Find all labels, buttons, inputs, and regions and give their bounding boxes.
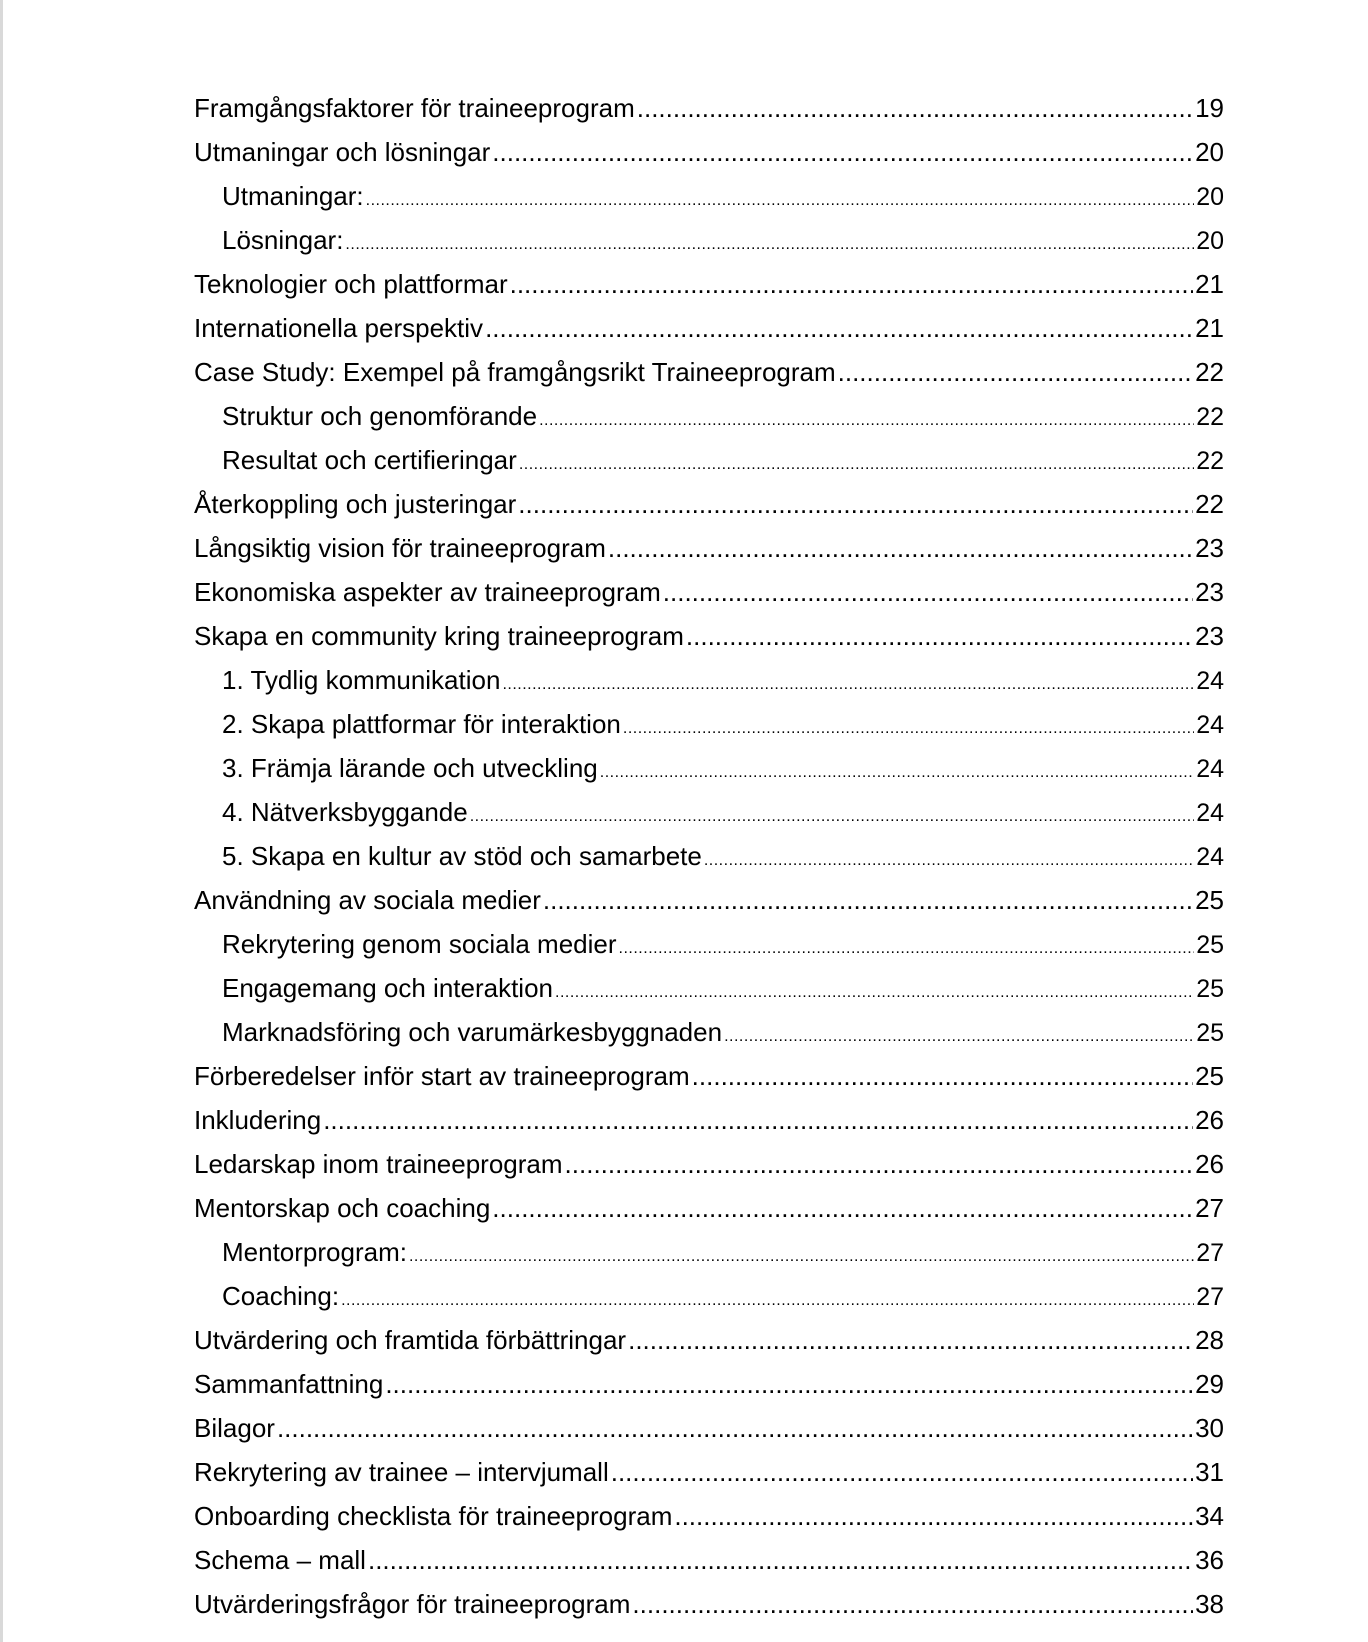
toc-subentry[interactable] bbox=[194, 174, 1224, 218]
toc-dot-leader bbox=[385, 1362, 1193, 1406]
toc-entry-title[interactable]: Utvärdering och framtida förbättringar bbox=[194, 1325, 627, 1355]
toc-dot-leader bbox=[628, 1318, 1193, 1362]
toc-page-number[interactable]: 27 bbox=[1195, 1193, 1224, 1223]
toc-page-number[interactable]: 25 bbox=[1196, 975, 1224, 1003]
toc-page-number[interactable]: 24 bbox=[1196, 799, 1224, 827]
toc-page-number[interactable]: 27 bbox=[1196, 1283, 1224, 1311]
toc-page-number[interactable]: 22 bbox=[1195, 489, 1224, 519]
toc-entry-title[interactable]: Bilagor bbox=[194, 1413, 275, 1443]
toc-page-number[interactable]: 27 bbox=[1196, 1239, 1224, 1267]
toc-entry-title[interactable]: Engagemang och interaktion bbox=[222, 973, 554, 1003]
toc-page-number[interactable]: 24 bbox=[1196, 755, 1224, 783]
toc-entry[interactable] bbox=[194, 130, 1224, 174]
toc-dot-leader bbox=[277, 1406, 1193, 1450]
toc-subentry[interactable] bbox=[194, 394, 1224, 438]
toc-page-number[interactable]: 25 bbox=[1195, 1061, 1224, 1091]
toc-dot-leader bbox=[674, 1494, 1193, 1538]
toc-entry[interactable] bbox=[194, 1098, 1224, 1142]
toc-entry-title[interactable]: Ledarskap inom traineeprogram bbox=[194, 1149, 563, 1179]
toc-page-number[interactable]: 23 bbox=[1195, 621, 1224, 651]
toc-subentry[interactable] bbox=[194, 922, 1224, 966]
toc-entry-title[interactable]: Teknologier och plattformar bbox=[194, 269, 508, 299]
toc-dot-leader bbox=[539, 399, 1194, 443]
toc-entry-title[interactable]: 2. Skapa plattformar för interaktion bbox=[222, 709, 621, 739]
toc-page-number[interactable]: 22 bbox=[1196, 447, 1224, 475]
toc-entry[interactable] bbox=[194, 1318, 1224, 1362]
toc-entry-title[interactable]: Rekrytering av trainee – intervjumall bbox=[194, 1457, 609, 1487]
toc-page-number[interactable]: 26 bbox=[1195, 1105, 1224, 1135]
table-of-contents bbox=[194, 86, 1224, 1626]
toc-dot-leader bbox=[543, 878, 1193, 922]
toc-subentry[interactable] bbox=[194, 1010, 1224, 1054]
toc-dot-leader bbox=[555, 971, 1194, 1015]
toc-entry-title[interactable]: Schema – mall bbox=[194, 1545, 366, 1575]
toc-entry[interactable] bbox=[194, 1582, 1224, 1626]
toc-dot-leader bbox=[492, 1186, 1193, 1230]
toc-subentry[interactable] bbox=[194, 966, 1224, 1010]
toc-entry-title[interactable]: 1. Tydlig kommunikation bbox=[222, 665, 501, 695]
toc-entry[interactable] bbox=[194, 1494, 1224, 1538]
toc-page-number[interactable]: 21 bbox=[1195, 313, 1224, 343]
toc-entry[interactable] bbox=[194, 1186, 1224, 1230]
toc-entry-title[interactable]: Marknadsföring och varumärkesbyggnaden bbox=[222, 1017, 723, 1047]
toc-entry[interactable] bbox=[194, 350, 1224, 394]
toc-dot-leader bbox=[565, 1142, 1194, 1186]
toc-page-number[interactable]: 30 bbox=[1195, 1413, 1224, 1443]
toc-dot-leader bbox=[686, 614, 1193, 658]
toc-page-number[interactable]: 34 bbox=[1195, 1501, 1224, 1531]
toc-entry-title[interactable]: Inkludering bbox=[194, 1105, 322, 1135]
toc-subentry[interactable] bbox=[194, 218, 1224, 262]
toc-page-number[interactable]: 38 bbox=[1195, 1589, 1224, 1619]
toc-page-number[interactable]: 20 bbox=[1196, 183, 1224, 211]
toc-entry-title[interactable]: Användning av sociala medier bbox=[194, 885, 541, 915]
toc-entry[interactable] bbox=[194, 1450, 1224, 1494]
toc-page-number[interactable]: 31 bbox=[1195, 1457, 1224, 1487]
toc-subentry[interactable] bbox=[194, 702, 1224, 746]
toc-entry-title[interactable]: 5. Skapa en kultur av stöd och samarbete bbox=[222, 841, 702, 871]
toc-subentry[interactable] bbox=[194, 834, 1224, 878]
toc-entry-title[interactable]: Internationella perspektiv bbox=[194, 313, 484, 343]
toc-subentry[interactable] bbox=[194, 438, 1224, 482]
toc-dot-leader bbox=[724, 1015, 1194, 1059]
toc-page-number[interactable]: 24 bbox=[1196, 711, 1224, 739]
toc-entry-title[interactable]: Utvärderingsfrågor för traineeprogram bbox=[194, 1589, 631, 1619]
toc-page-number[interactable]: 28 bbox=[1195, 1325, 1224, 1355]
toc-entry-title[interactable]: Framgångsfaktorer för traineeprogram bbox=[194, 93, 635, 123]
toc-entry-title[interactable]: Utmaningar och lösningar bbox=[194, 137, 491, 167]
toc-dot-leader bbox=[619, 927, 1195, 971]
toc-entry-title[interactable]: Coaching: bbox=[222, 1281, 340, 1311]
toc-entry-title[interactable]: Sammanfattning bbox=[194, 1369, 384, 1399]
toc-page-number[interactable]: 25 bbox=[1196, 931, 1224, 959]
toc-dot-leader bbox=[637, 86, 1193, 130]
toc-dot-leader bbox=[323, 1098, 1193, 1142]
toc-subentry[interactable] bbox=[194, 746, 1224, 790]
toc-entry-title[interactable]: Lösningar: bbox=[222, 225, 344, 255]
toc-entry-title[interactable]: Utmaningar: bbox=[222, 181, 364, 211]
toc-page-number[interactable]: 26 bbox=[1195, 1149, 1224, 1179]
toc-entry-title[interactable]: Förberedelser inför start av traineeprogram bbox=[194, 1061, 690, 1091]
toc-entry-title[interactable]: Ekonomiska aspekter av traineeprogram bbox=[194, 577, 661, 607]
toc-dot-leader bbox=[518, 482, 1193, 526]
toc-entry-title[interactable]: Rekrytering genom sociala medier bbox=[222, 929, 617, 959]
toc-page-number[interactable]: 21 bbox=[1195, 269, 1224, 299]
toc-entry[interactable] bbox=[194, 1406, 1224, 1450]
toc-entry[interactable] bbox=[194, 86, 1224, 130]
toc-entry[interactable] bbox=[194, 482, 1224, 526]
toc-dot-leader bbox=[409, 1235, 1194, 1279]
toc-dot-leader bbox=[341, 1279, 1194, 1323]
toc-page-number[interactable]: 24 bbox=[1196, 843, 1224, 871]
toc-entry-title[interactable]: Långsiktig vision för traineeprogram bbox=[194, 533, 606, 563]
toc-dot-leader bbox=[692, 1054, 1193, 1098]
toc-dot-leader bbox=[838, 350, 1193, 394]
toc-entry-title[interactable]: 3. Främja lärande och utveckling bbox=[222, 753, 598, 783]
toc-dot-leader bbox=[600, 751, 1194, 795]
toc-page-number[interactable]: 23 bbox=[1195, 533, 1224, 563]
toc-entry[interactable] bbox=[194, 1538, 1224, 1582]
toc-dot-leader bbox=[519, 443, 1194, 487]
toc-entry-title[interactable]: Mentorprogram: bbox=[222, 1237, 407, 1267]
toc-dot-leader bbox=[632, 1582, 1193, 1626]
toc-entry[interactable] bbox=[194, 570, 1224, 614]
toc-entry[interactable] bbox=[194, 878, 1224, 922]
toc-dot-leader bbox=[502, 663, 1194, 707]
toc-page-number[interactable]: 25 bbox=[1195, 885, 1224, 915]
toc-page-number[interactable]: 22 bbox=[1196, 403, 1224, 431]
toc-dot-leader bbox=[366, 179, 1195, 223]
toc-dot-leader bbox=[492, 130, 1193, 174]
toc-entry-title[interactable]: Struktur och genomförande bbox=[222, 401, 538, 431]
toc-entry[interactable] bbox=[194, 1142, 1224, 1186]
toc-dot-leader bbox=[345, 223, 1194, 267]
toc-dot-leader bbox=[485, 306, 1193, 350]
toc-entry[interactable] bbox=[194, 1054, 1224, 1098]
toc-entry-title[interactable]: Återkoppling och justeringar bbox=[194, 489, 517, 519]
toc-entry[interactable] bbox=[194, 306, 1224, 350]
toc-entry-title[interactable]: Case Study: Exempel på framgångsrikt Traineeprogram bbox=[194, 357, 836, 387]
toc-entry[interactable] bbox=[194, 614, 1224, 658]
toc-entry-title[interactable]: Resultat och certifieringar bbox=[222, 445, 517, 475]
toc-page-number[interactable]: 24 bbox=[1196, 667, 1224, 695]
toc-dot-leader bbox=[611, 1450, 1193, 1494]
toc-entry[interactable] bbox=[194, 262, 1224, 306]
toc-entry[interactable] bbox=[194, 1362, 1224, 1406]
toc-page-number[interactable]: 25 bbox=[1196, 1019, 1224, 1047]
page-left-edge bbox=[0, 0, 3, 1642]
toc-dot-leader bbox=[663, 570, 1193, 614]
toc-dot-leader bbox=[510, 262, 1193, 306]
toc-dot-leader bbox=[470, 795, 1194, 839]
toc-subentry[interactable] bbox=[194, 1230, 1224, 1274]
toc-entry-title[interactable]: 4. Nätverksbyggande bbox=[222, 797, 468, 827]
toc-page-number[interactable]: 20 bbox=[1195, 137, 1224, 167]
toc-entry-title[interactable]: Mentorskap och coaching bbox=[194, 1193, 491, 1223]
toc-entry-title[interactable]: Onboarding checklista för traineeprogram bbox=[194, 1501, 673, 1531]
toc-page-number[interactable]: 36 bbox=[1195, 1545, 1224, 1575]
toc-subentry[interactable] bbox=[194, 658, 1224, 702]
toc-page-number[interactable]: 23 bbox=[1195, 577, 1224, 607]
toc-subentry[interactable] bbox=[194, 1274, 1224, 1318]
toc-page-number[interactable]: 22 bbox=[1195, 357, 1224, 387]
toc-page-number[interactable]: 19 bbox=[1195, 93, 1224, 123]
toc-entry[interactable] bbox=[194, 526, 1224, 570]
toc-dot-leader bbox=[623, 707, 1194, 751]
toc-entry-title[interactable]: Skapa en community kring traineeprogram bbox=[194, 621, 684, 651]
toc-dot-leader bbox=[608, 526, 1193, 570]
toc-subentry[interactable] bbox=[194, 790, 1224, 834]
toc-page-number[interactable]: 29 bbox=[1195, 1369, 1224, 1399]
toc-page-number[interactable]: 20 bbox=[1196, 227, 1224, 255]
toc-dot-leader bbox=[704, 839, 1194, 883]
toc-dot-leader bbox=[368, 1538, 1193, 1582]
